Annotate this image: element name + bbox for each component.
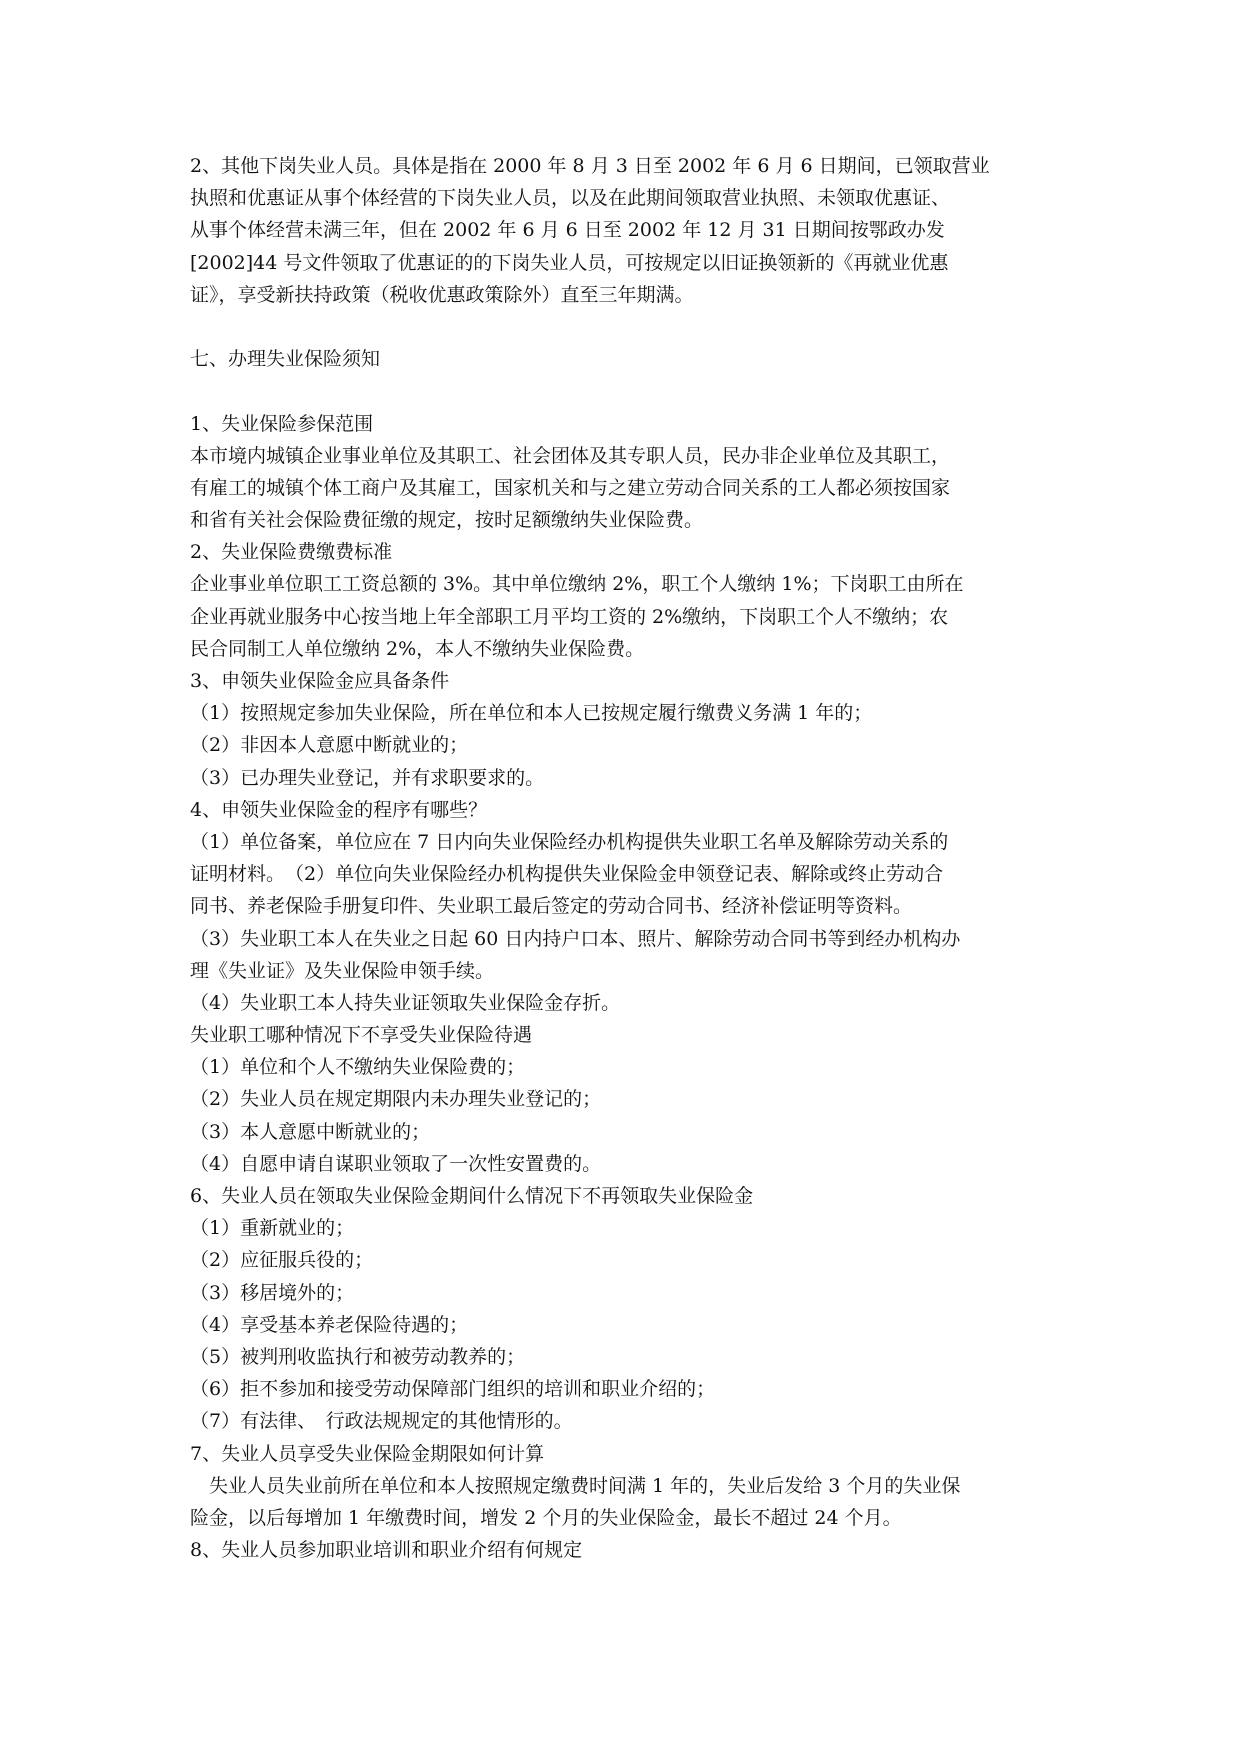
text-line: （5）被判刑收监执行和被劳动教养的； [190, 1345, 526, 1368]
paragraph-gap [190, 375, 1060, 407]
text-line: （3）已办理失业登记，并有求职要求的。 [190, 766, 545, 789]
paragraph-gap [190, 311, 1060, 343]
text-line: 失业职工哪种情况下不享受失业保险待遇 [190, 1024, 533, 1047]
text-line: 8、失业人员参加职业培训和职业介绍有何规定 [190, 1539, 583, 1562]
text-line: [2002]44 号文件领取了优惠证的的下岗失业人员，可按规定以旧证换领新的《再就业优惠 [190, 251, 949, 274]
body-text [190, 408, 1060, 1567]
text-line: （2）失业人员在规定期限内未办理失业登记的； [190, 1088, 602, 1111]
text-line: （1）重新就业的； [190, 1217, 355, 1240]
text-line: 和省有关社会保险费征缴的规定，按时足额缴纳失业保险费。 [190, 509, 704, 532]
section-heading: 七、办理失业保险须知 [190, 348, 381, 371]
text-line: （3）本人意愿中断就业的； [190, 1120, 431, 1143]
text-line: （4）失业职工本人持失业证领取失业保险金存折。 [190, 991, 621, 1014]
text-line: 企业事业单位职工工资总额的 3%。其中单位缴纳 2%，职工个人缴纳 1%；下岗职工由所在 [190, 573, 964, 596]
text-line: 有雇工的城镇个体工商户及其雇工，国家机关和与之建立劳动合同关系的工人都必须按国家 [190, 476, 951, 499]
text-line: 证明材料。 （2）单位向失业保险经办机构提供失业保险金申领登记表、解除或终止劳动合 [190, 863, 944, 886]
text-line: （6）拒不参加和接受劳动保障部门组织的培训和职业介绍的； [190, 1378, 716, 1401]
text-line: 理《失业证》及失业保险申领手续。 [190, 959, 495, 982]
text-line: 企业再就业服务中心按当地上年全部职工月平均工资的 2%缴纳，下岗职工个人不缴纳；农 [190, 605, 949, 628]
text-line: （2）非因本人意愿中断就业的； [190, 734, 469, 757]
text-line: 险金，以后每增加 1 年缴费时间，增发 2 个月的失业保险金，最长不超过 24 个月。 [190, 1506, 902, 1529]
intro-paragraph [190, 150, 1060, 311]
text-line: （1）单位和个人不缴纳失业保险费的； [190, 1056, 526, 1079]
document-text [190, 150, 1060, 1566]
text-line: （1）单位备案，单位应在 7 日内向失业保险经办机构提供失业职工名单及解除劳动关系的 [190, 830, 949, 853]
text-line: 4、申领失业保险金的程序有哪些？ [190, 798, 488, 821]
text-line: （4）享受基本养老保险待遇的； [190, 1313, 469, 1336]
text-line: （4）自愿申请自谋职业领取了一次性安置费的。 [190, 1152, 602, 1175]
text-line: （3）移居境外的； [190, 1281, 355, 1304]
text-line: 6、失业人员在领取失业保险金期间什么情况下不再领取失业保险金 [190, 1185, 754, 1207]
text-line: 从事个体经营未满三年，但在 2002 年 6 月 6 日至 2002 年 12 月 31 日期间按鄂政办发 [190, 219, 945, 242]
text-line: 失业人员失业前所在单位和本人按照规定缴费时间满 1 年的，失业后发给 3 个月的失业保 [190, 1474, 961, 1497]
text-line: 证》，享受新扶持政策（税收优惠政策除外）直至三年期满。 [190, 283, 694, 306]
text-line: 执照和优惠证从事个体经营的下岗失业人员，以及在此期间领取营业执照、未领取优惠证、 [190, 187, 951, 210]
text-line: 3、申领失业保险金应具备条件 [190, 670, 450, 692]
text-line: （1）按照规定参加失业保险，所在单位和本人已按规定履行缴费义务满 1 年的； [190, 702, 873, 725]
text-line: （7）有法律、 行政法规规定的其他情形的。 [190, 1410, 573, 1433]
text-line: 2、其他下岗失业人员。具体是指在 2000 年 8 月 3 日至 2002 年 6 月 6 日期间，已领取营业 [190, 155, 990, 177]
text-line: 同书、养老保险手册复印件、失业职工最后签定的劳动合同书、经济补偿证明等资料。 [190, 895, 913, 918]
text-line: 1、失业保险参保范围 [190, 412, 374, 435]
text-line: （3）失业职工本人在失业之日起 60 日内持户口本、照片、解除劳动合同书等到经办机构办 [190, 927, 961, 950]
text-line: 2、失业保险费缴费标准 [190, 541, 393, 564]
text-line: 民合同制工人单位缴纳 2%，本人不缴纳失业保险费。 [190, 637, 645, 660]
text-line: 7、失业人员享受失业保险金期限如何计算 [190, 1442, 545, 1465]
text-line: 本市境内城镇企业事业单位及其职工、社会团体及其专职人员，民办非企业单位及其职工， [190, 444, 951, 467]
text-line: （2）应征服兵役的； [190, 1249, 374, 1272]
